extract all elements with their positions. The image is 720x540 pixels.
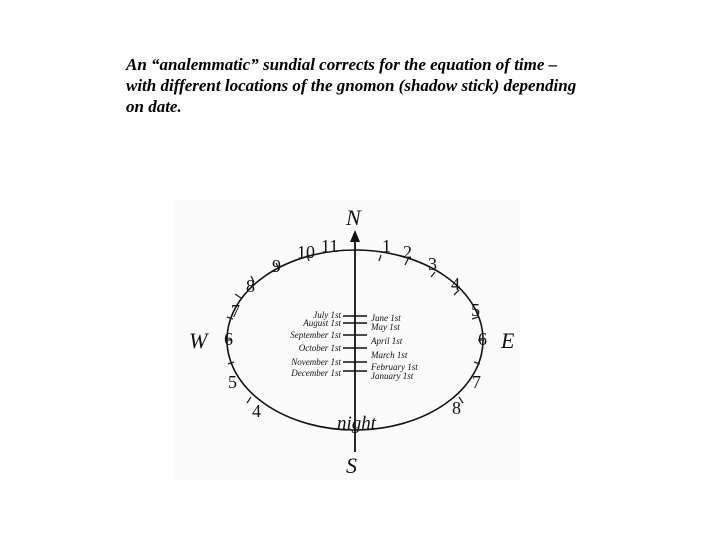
north-label: N — [346, 205, 361, 230]
hour-label-10-am: 10 — [297, 242, 315, 262]
hour-label-3-pm: 3 — [428, 254, 437, 274]
hour-label-6-pm: 6 — [478, 329, 487, 349]
west-label: W — [189, 328, 208, 353]
month-label-october: October 1st — [298, 343, 341, 353]
month-label-january: January 1st — [371, 371, 414, 381]
caption-line-3: on date. — [126, 97, 182, 116]
hour-label-5-pm: 5 — [471, 300, 480, 320]
hour-label-9-am: 9 — [272, 256, 281, 276]
hour-label-11-am: 11 — [321, 236, 339, 256]
east-label: E — [501, 328, 515, 353]
month-label-december: December 1st — [291, 368, 341, 378]
hour-label-5-am: 5 — [228, 372, 237, 392]
month-label-april: April 1st — [371, 336, 403, 346]
hour-label-4-pm: 4 — [451, 274, 460, 294]
hour-label-8-pm: 8 — [452, 398, 461, 418]
month-label-november: November 1st — [291, 357, 341, 367]
south-label: S — [346, 453, 357, 478]
hour-label-4-am: 4 — [252, 401, 261, 421]
month-label-august: August 1st — [303, 318, 341, 328]
hour-label-7-am: 7 — [231, 301, 240, 321]
hour-label-7-pm: 7 — [472, 372, 481, 392]
caption-line-1: An “analemmatic” sundial corrects for the equation of time – — [126, 55, 558, 74]
month-label-july: July 1st — [313, 310, 341, 320]
slide-caption — [126, 54, 686, 117]
month-label-february: February 1st — [371, 362, 418, 372]
hour-label-6-am: 6 — [224, 329, 233, 349]
month-label-may: May 1st — [371, 322, 400, 332]
month-label-september: September 1st — [290, 330, 341, 340]
analemmatic-sundial-diagram — [175, 200, 520, 480]
hour-label-2-pm: 2 — [403, 242, 412, 262]
month-label-march: March 1st — [371, 350, 408, 360]
night-label: night — [337, 413, 377, 434]
month-label-june: June 1st — [371, 313, 401, 323]
hour-label-1-pm: 1 — [382, 236, 391, 256]
caption-line-2: with different locations of the gnomon (shadow stick) depending — [126, 76, 577, 95]
hour-label-8-am: 8 — [246, 276, 255, 296]
